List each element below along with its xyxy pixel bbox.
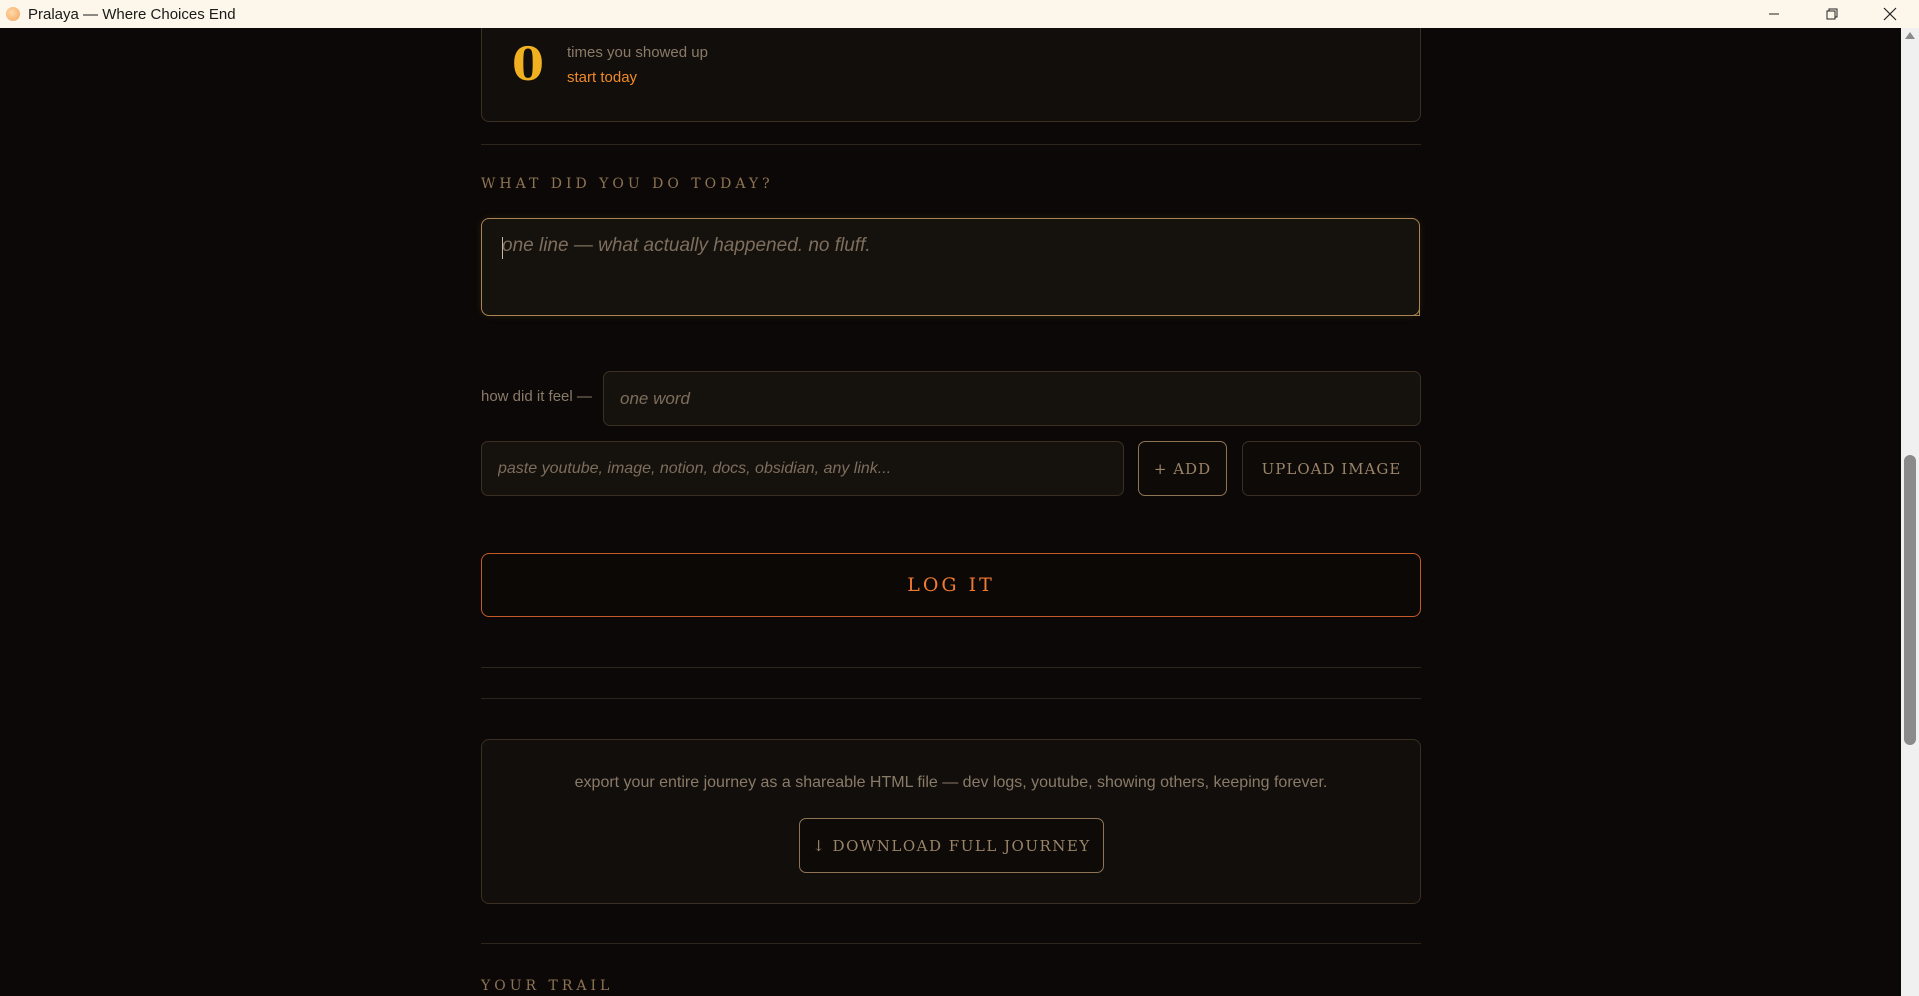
vertical-scrollbar[interactable] [1901, 28, 1919, 996]
divider [481, 698, 1421, 699]
divider [481, 144, 1421, 145]
streak-label: times you showed up [567, 44, 708, 61]
window-titlebar [0, 0, 1919, 28]
streak-card [481, 28, 1421, 122]
trail-heading: YOUR TRAIL [481, 978, 614, 994]
streak-count: 0 [512, 37, 545, 91]
text-caret [502, 237, 503, 259]
window-title: Pralaya — Where Choices End [28, 5, 236, 23]
download-journey-button[interactable]: ↓ DOWNLOAD FULL JOURNEY [799, 818, 1104, 873]
close-icon [1883, 7, 1897, 21]
feel-label: how did it feel — [481, 388, 592, 405]
minimize-icon [1768, 8, 1780, 20]
add-link-button[interactable]: + ADD [1138, 441, 1227, 496]
feel-input[interactable] [603, 371, 1421, 426]
main-content [0, 28, 1901, 996]
entry-heading: WHAT DID YOU DO TODAY? [481, 176, 774, 192]
export-card [481, 739, 1421, 904]
log-it-button[interactable]: LOG IT [481, 553, 1421, 617]
close-button[interactable] [1861, 0, 1919, 28]
divider [481, 943, 1421, 944]
link-input[interactable] [481, 441, 1124, 496]
export-description: export your entire journey as a shareable HTML file — dev logs, youtube, showing others, keeping forever. [574, 774, 1328, 791]
minimize-button[interactable] [1745, 0, 1803, 28]
resize-handle[interactable] [1412, 308, 1420, 316]
scrollbar-thumb[interactable] [1904, 455, 1916, 745]
restore-icon [1826, 8, 1838, 20]
entry-textarea[interactable] [481, 218, 1420, 316]
divider [481, 667, 1421, 668]
scroll-up-arrow-icon[interactable] [1905, 32, 1915, 39]
upload-image-button[interactable]: UPLOAD IMAGE [1242, 441, 1421, 496]
app-icon [6, 7, 20, 21]
restore-button[interactable] [1803, 0, 1861, 28]
streak-cta: start today [567, 69, 638, 86]
